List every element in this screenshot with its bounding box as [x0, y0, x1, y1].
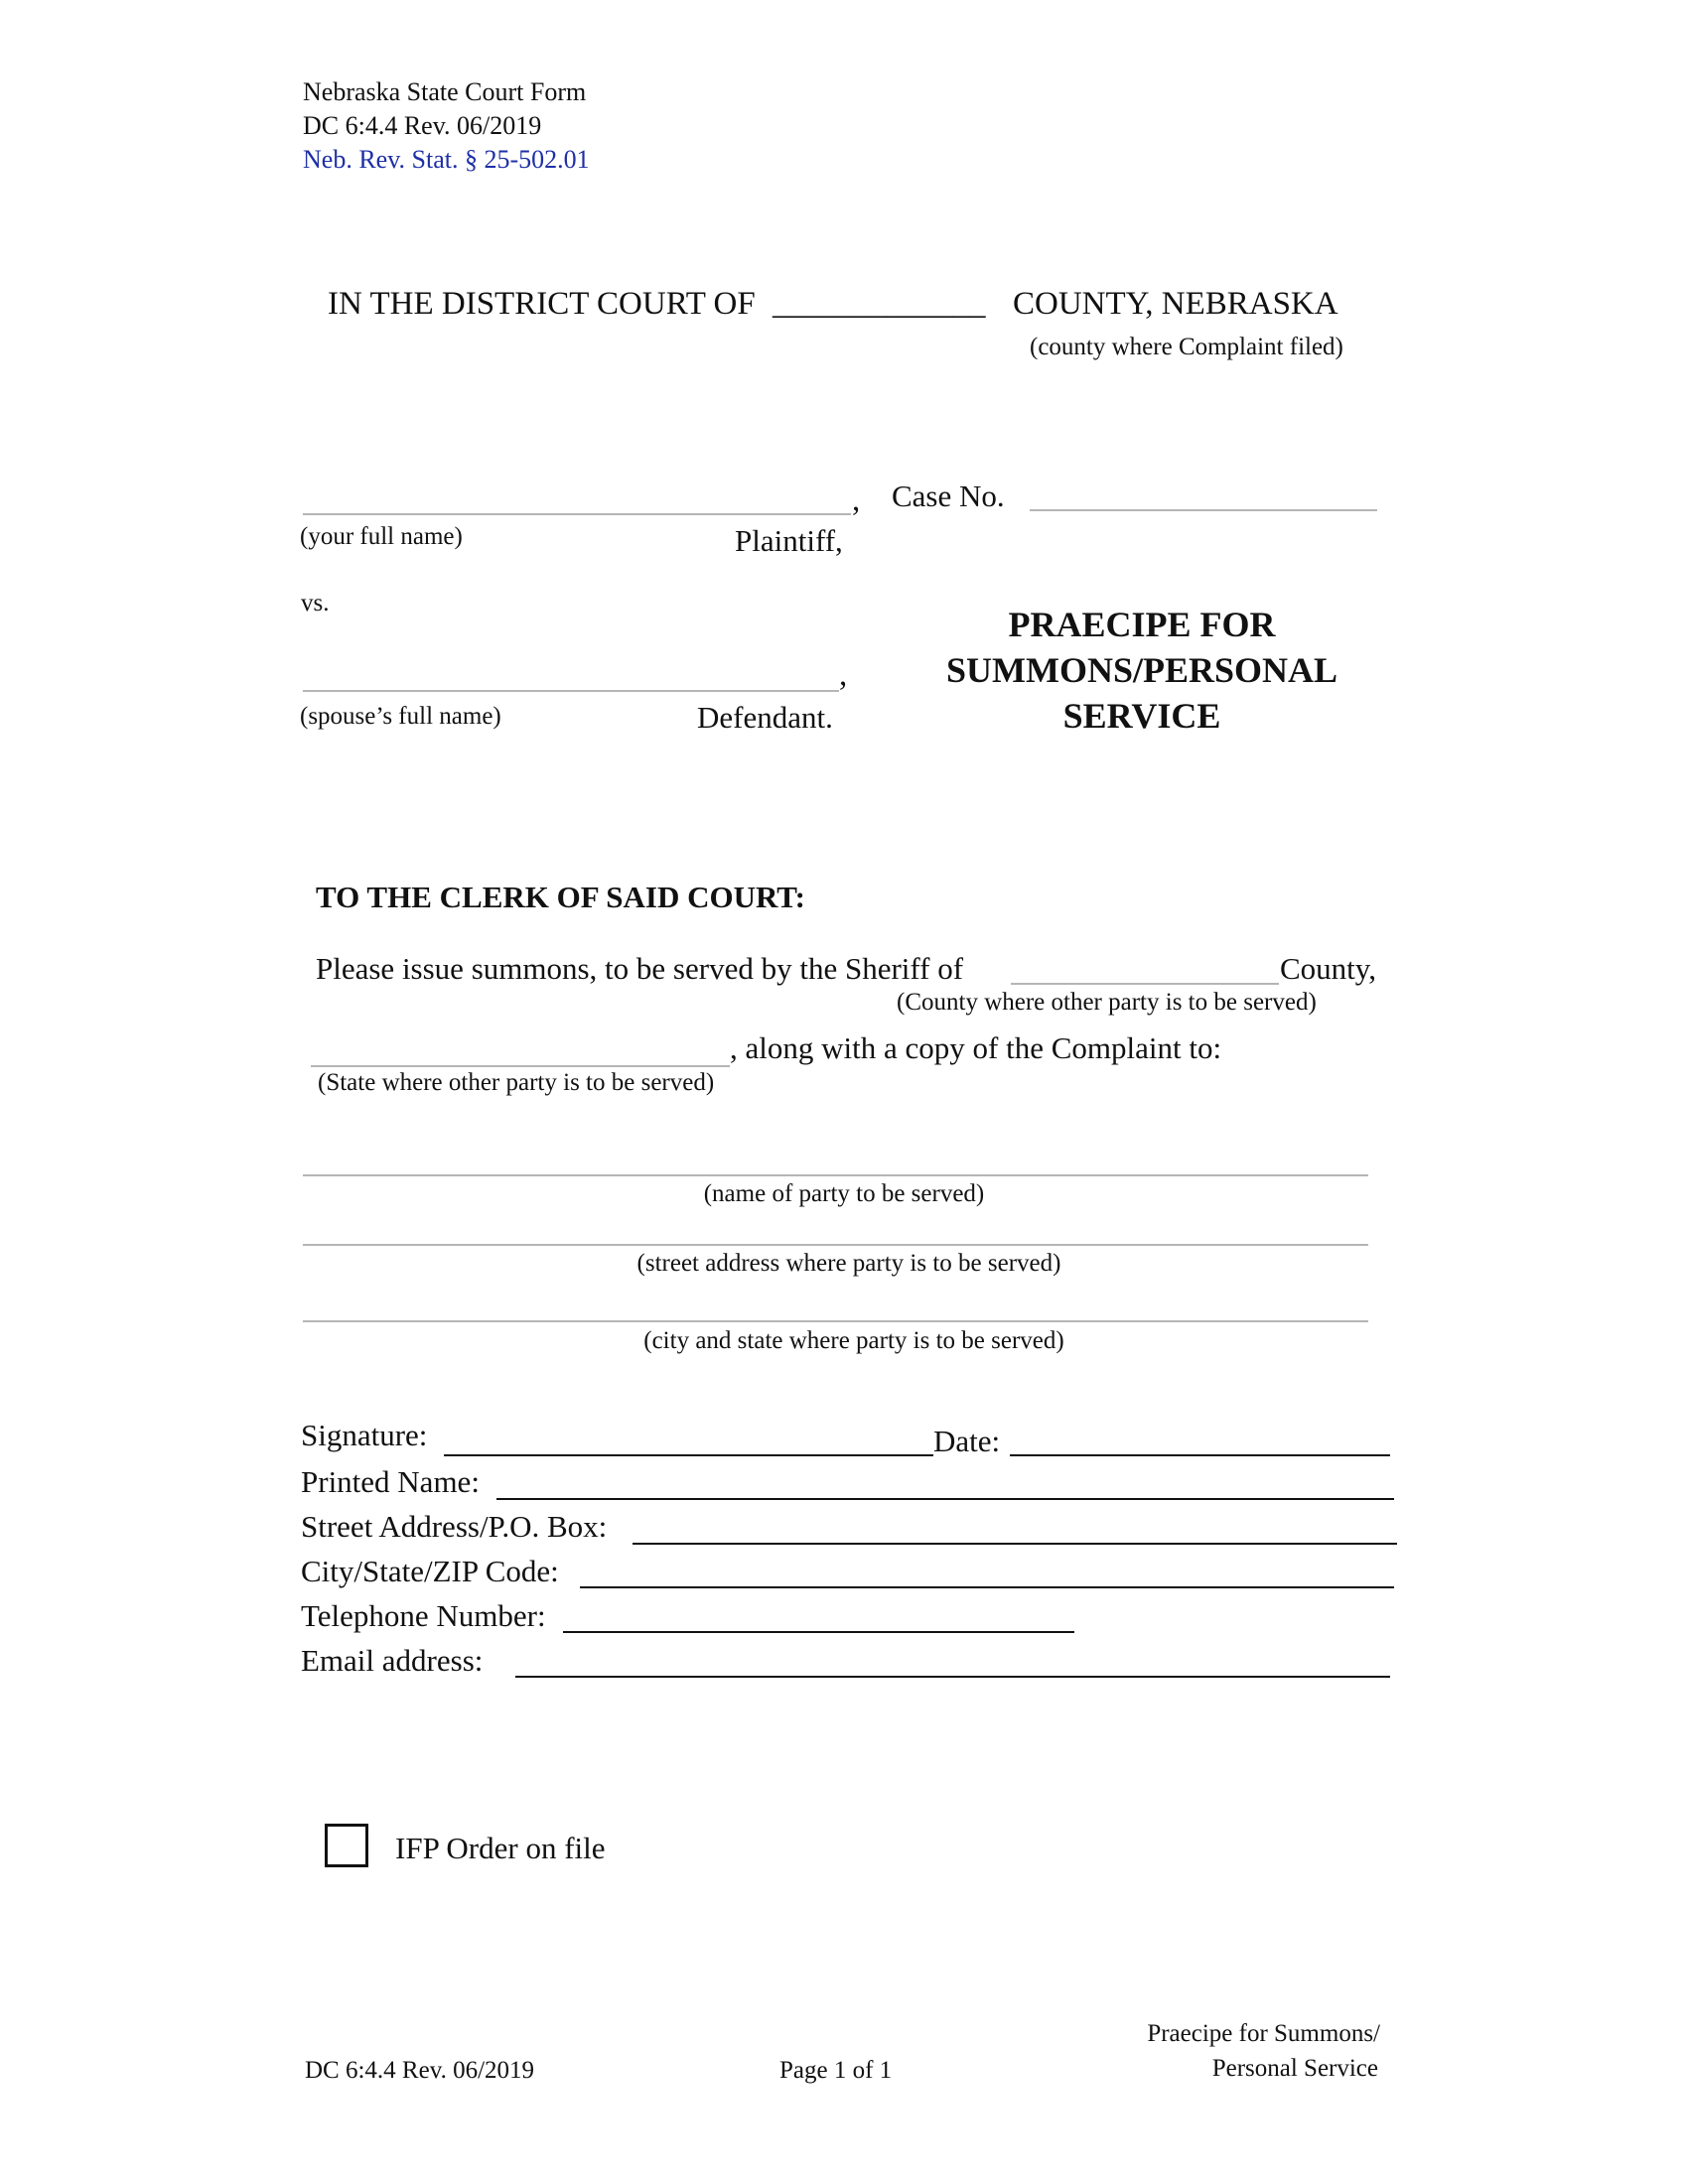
street-hint: (street address where party is to be served)	[636, 1250, 1061, 1277]
street-address-label: Street Address/P.O. Box:	[301, 1509, 608, 1544]
street-address-line[interactable]	[633, 1543, 1397, 1545]
complaint-text: , along with a copy of the Complaint to:	[730, 1030, 1222, 1065]
footer-title-line-1: Praecipe for Summons/	[1147, 2020, 1380, 2047]
state-line[interactable]	[311, 1065, 730, 1067]
ifp-label: IFP Order on file	[395, 1831, 606, 1865]
request-text: Please issue summons, to be served by the Sheriff of	[316, 951, 964, 986]
telephone-line[interactable]	[563, 1631, 1074, 1633]
statute-link[interactable]: Neb. Rev. Stat. § 25-502.01	[303, 145, 590, 174]
title-line-1: PRAECIPE FOR	[1008, 605, 1276, 644]
city-hint: (city and state where party is to be served)	[643, 1327, 1064, 1354]
city-line[interactable]	[303, 1320, 1368, 1322]
sheriff-county-hint: (County where other party is to be served)	[897, 989, 1317, 1016]
date-label: Date:	[933, 1424, 1001, 1458]
party-name-line[interactable]	[303, 1174, 1368, 1176]
form-revision: DC 6:4.4 Rev. 06/2019	[303, 111, 542, 140]
salutation: TO THE CLERK OF SAID COURT:	[316, 880, 805, 914]
title-line-2: SUMMONS/PERSONAL	[945, 650, 1338, 690]
court-heading-suffix: COUNTY, NEBRASKA	[1013, 286, 1338, 322]
street-line[interactable]	[303, 1244, 1368, 1246]
date-line[interactable]	[1010, 1454, 1390, 1456]
case-no-label: Case No.	[892, 478, 1005, 513]
printed-name-line[interactable]	[496, 1498, 1394, 1500]
document-title	[894, 602, 1390, 739]
email-label: Email address:	[301, 1643, 484, 1678]
plaintiff-comma: ,	[852, 482, 861, 518]
plaintiff-hint: (your full name)	[300, 523, 463, 550]
city-state-zip-line[interactable]	[580, 1586, 1394, 1588]
defendant-comma: ,	[839, 657, 848, 693]
ifp-checkbox[interactable]	[325, 1824, 368, 1867]
court-heading-prefix: IN THE DISTRICT COURT OF	[328, 286, 756, 322]
signature-line[interactable]	[444, 1454, 933, 1456]
party-name-hint: (name of party to be served)	[703, 1180, 985, 1207]
versus-label: vs.	[301, 590, 330, 616]
plaintiff-name-line[interactable]	[303, 513, 851, 515]
defendant-name-line[interactable]	[303, 690, 839, 692]
sheriff-county-line[interactable]	[1011, 983, 1279, 985]
signature-label: Signature:	[301, 1418, 428, 1452]
defendant-hint: (spouse’s full name)	[300, 703, 501, 730]
email-line[interactable]	[515, 1676, 1390, 1678]
printed-name-label: Printed Name:	[301, 1464, 480, 1499]
defendant-role: Defendant.	[697, 700, 833, 735]
county-hint: (county where Complaint filed)	[1030, 334, 1343, 360]
plaintiff-role: Plaintiff,	[735, 523, 843, 558]
title-line-3: SERVICE	[1062, 696, 1221, 736]
county-word: County,	[1280, 951, 1377, 986]
case-no-line[interactable]	[1030, 509, 1377, 511]
footer-title-line-2: Personal Service	[1211, 2055, 1378, 2082]
telephone-label: Telephone Number:	[301, 1598, 546, 1633]
footer-form-number: DC 6:4.4 Rev. 06/2019	[305, 2057, 535, 2084]
city-state-zip-label: City/State/ZIP Code:	[301, 1554, 559, 1588]
footer-page-number: Page 1 of 1	[779, 2057, 893, 2084]
state-hint: (State where other party is to be served)	[318, 1069, 715, 1096]
form-name: Nebraska State Court Form	[303, 77, 587, 106]
county-blank[interactable]: _____________	[773, 286, 986, 322]
